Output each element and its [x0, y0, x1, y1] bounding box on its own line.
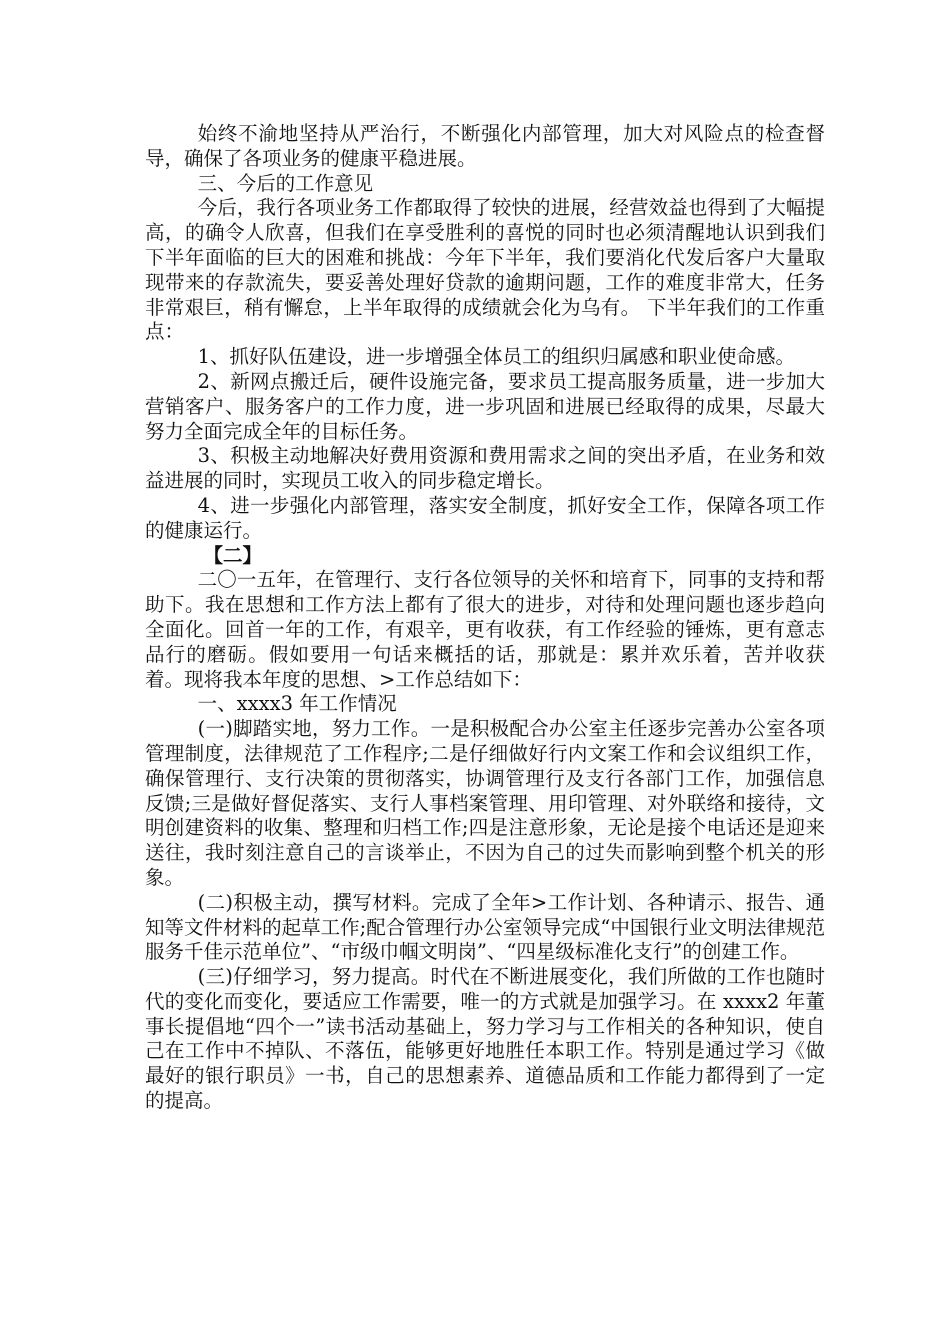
paragraph-focus-1: 1、抓好队伍建设，进一步增强全体员工的组织归属感和职业使命感。 [197, 345, 796, 369]
document-page [145, 122, 825, 1114]
paragraph-item-three: (三)仔细学习，努力提高。时代在不断进展变化，我们所做的工作也随时代的变化而变化，要适应工作需要，唯一的方式就是加强学习。在 xxxx2 年董事长提倡地“四个一”读书活动基础上，努力学习与工作相关的各种知识，使自己在工作中不掉队、不落伍，能够更好地胜任本职工作。特别是通过学习《做最好的银行职员》一书，自己的思想素养、道德品质和工作能力都得到了一定的提高。 [145, 965, 825, 1113]
heading-future-work: 三、今后的工作意见 [197, 171, 374, 195]
paragraph-item-one: (一)脚踏实地，努力工作。一是积极配合办公室主任逐步完善办公室各项管理制度，法律规范了工作程序;二是仔细做好行内文案工作和会议组织工作，确保管理行、支行决策的贯彻落实，协调管理行及支行各部门工作，加强信息反馈;三是做好督促落实、支行人事档案管理、用印管理、对外联络和接待，文明创建资料的收集、整理和归档工作;四是注意形象，无论是接个电话还是迎来送往，我时刻注意自己的言谈举止，不因为自己的过失而影响到整个机关的形象。 [145, 717, 825, 889]
heading-work-status: 一、xxxx3 年工作情况 [197, 692, 397, 716]
paragraph-focus-2: 2、新网点搬迁后，硬件设施完备，要求员工提高服务质量，进一步加大营销客户、服务客户的工作力度，进一步巩固和进展已经取得的成果，尽最大努力全面完成全年的目标任务。 [145, 369, 825, 443]
paragraph-future-outlook: 今后，我行各项业务工作都取得了较快的进展，经营效益也得到了大幅提高，的确令人欣喜，但我们在享受胜利的喜悦的同时也必须清醒地认识到我们下半年面临的巨大的困难和挑战：今年下半年，我们要消化代发后客户大量取现带来的存款流失，要妥善处理好贷款的逾期问题，工作的难度非常大，任务非常艰巨，稍有懈怠，上半年取得的成绩就会化为乌有。 下半年我们的工作重点： [145, 196, 825, 344]
paragraph-focus-4: 4、进一步强化内部管理，落实安全制度，抓好安全工作，保障各项工作的健康运行。 [145, 493, 825, 542]
paragraph-year-review-intro: 二〇一五年，在管理行、支行各位领导的关怀和培育下，同事的支持和帮助下。我在思想和工作方法上都有了很大的进步，对待和处理问题也逐步趋向全面化。回首一年的工作，有艰辛，更有收获，有工作经验的锤炼，更有意志品行的磨砺。假如要用一句话来概括的话，那就是：累并欢乐着，苦并收获着。现将我本年度的思想、>工作总结如下： [145, 568, 825, 691]
paragraph-strict-management: 始终不渝地坚持从严治行，不断强化内部管理，加大对风险点的检查督导，确保了各项业务的健康平稳进展。 [145, 122, 825, 170]
section-marker-two: 【二】 [203, 543, 263, 567]
paragraph-focus-3: 3、积极主动地解决好费用资源和费用需求之间的突出矛盾，在业务和效益进展的同时，实现员工收入的同步稳定增长。 [145, 444, 825, 493]
paragraph-item-two: (二)积极主动，撰写材料。完成了全年>工作计划、各种请示、报告、通知等文件材料的起草工作;配合管理行办公室领导完成“中国银行业文明法律规范服务千佳示范单位”、“市级巾帼文明岗”、“四星级标准化支行”的创建工作。 [145, 890, 825, 964]
